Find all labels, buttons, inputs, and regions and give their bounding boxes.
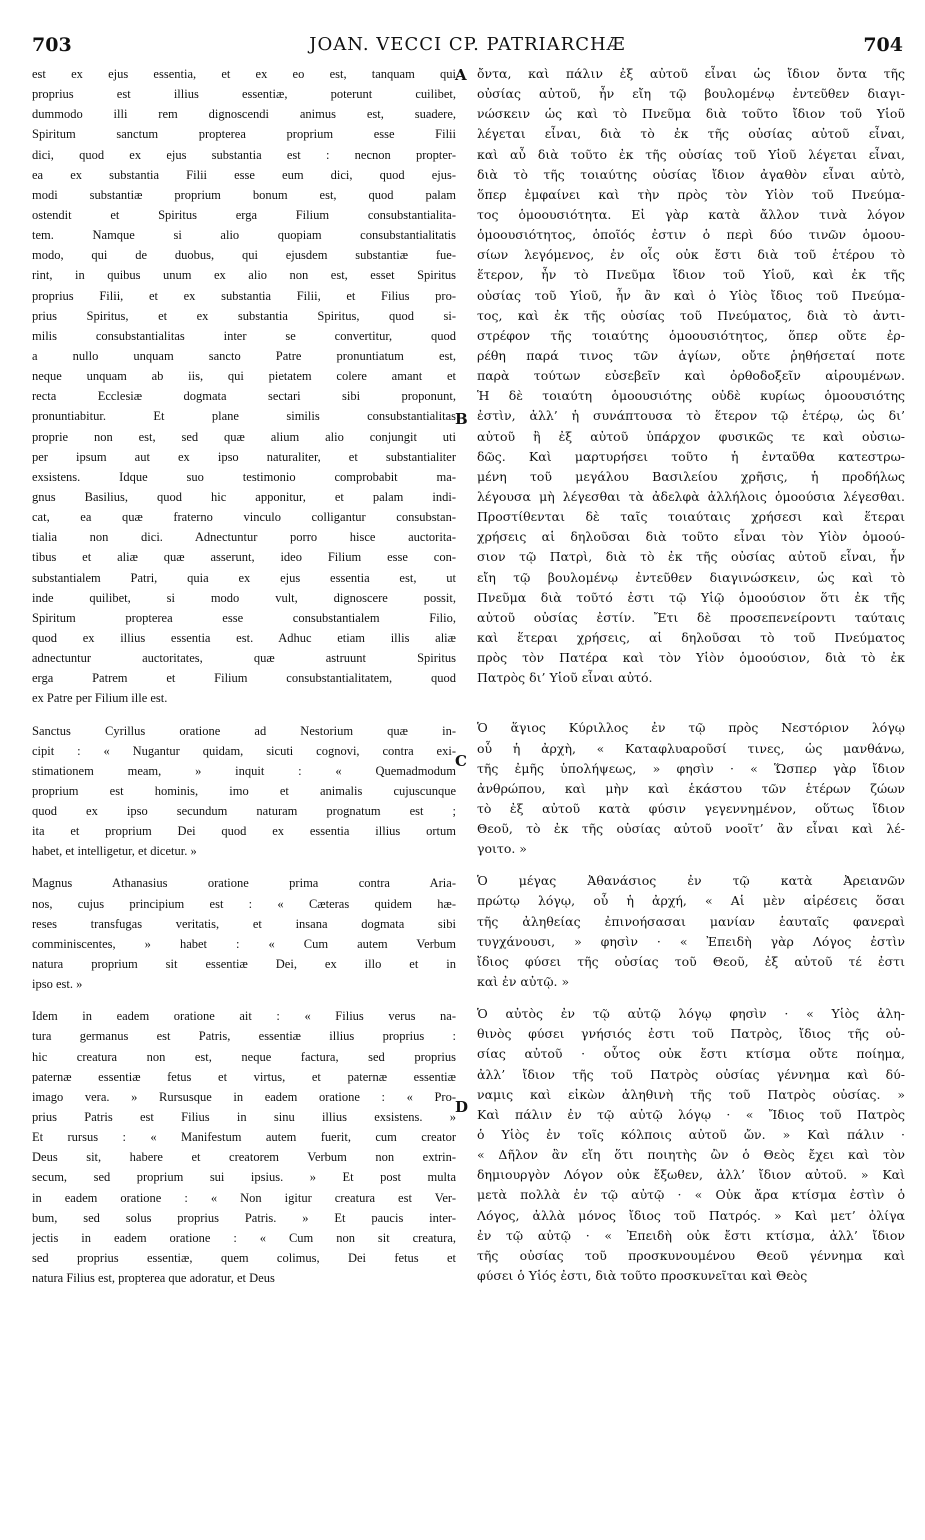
text-line: per ipsum aut ex ipso naturaliter, et substantialiter	[32, 449, 456, 464]
text-line: est ex ejus essentia, et ex eo est, tanquam qui	[32, 67, 456, 81]
text-line: tura germanus est Patris, essentiæ illius proprius :	[32, 1029, 456, 1044]
text-line: substantialem Patri, quia ex ejus essentia est, ut	[32, 570, 456, 585]
text-line: Προστίθενται δὲ ταῖς τοιαύταις χρήσεσι καὶ ἕτεραι	[477, 509, 905, 525]
text-line: tibus et aliæ quæ asserunt, ideo Filium esse con-	[32, 550, 456, 565]
running-title: JOAN. VECCI CP. PATRIARCHÆ	[309, 34, 626, 55]
text-line: bum, sed solus proprius Patris. » Et paucis inter-	[32, 1210, 456, 1225]
text-line: τος, καὶ ἐκ τῆς οὐσίας τοῦ Πνεύματος, διὰ τὸ ἀντι-	[477, 307, 905, 323]
text-line: jectis in eadem oratione : « Cum non sit creatura,	[32, 1230, 456, 1245]
text-line: adnectuntur auctoritates, quæ astruunt Spiritus	[32, 651, 456, 666]
text-line: ἀλλ’ ἴδιον τῆς τοῦ Πατρὸς οὐσίας γέννημα καὶ δύ-	[477, 1066, 905, 1082]
text-line: Magnus Athanasius oratione prima contra Aria-	[32, 876, 456, 891]
text-line: comminiscentes, » habet : « Cum autem Verbum	[32, 936, 456, 951]
text-line: rint, in quibus unum ex alio non est, esset Spiritus	[32, 268, 456, 283]
text-line: exsistens. Idque suo testimonio comprobabit ma-	[32, 469, 456, 484]
text-line: Ὁ μέγας Ἀθανάσιος ἐν τῷ κατὰ Ἀρειανῶν	[477, 873, 905, 889]
greek-column	[477, 64, 905, 1286]
text-line: a nullo unquam sancto Patre pronuntiatum est,	[32, 348, 456, 363]
text-line: hic creatura non est, neque factura, sed proprius	[32, 1049, 456, 1064]
text-line: paternæ essentiæ fetus et virtus, et paternæ essentiæ	[32, 1069, 456, 1084]
text-line: proprius est illius essentiæ, poterunt cuilibet,	[32, 87, 456, 102]
text-line: τὸ ἐξ αὐτοῦ κατὰ φύσιν γεγεννημένον, οὕτως ἴδιον	[477, 800, 905, 816]
text-line: διὰ τὸ τῆς τοιαύτης οὐσίας ἴδιον ἀγαθὸν εἶναι αὐτὸ,	[477, 166, 905, 182]
text-line: ρέθη παρά τινος τῶν ἁγίων, οὔτε ῥηθήσεταί ποτε	[477, 347, 905, 363]
text-line: proprie non est, sed quæ alium alio conjungit uti	[32, 429, 456, 444]
text-line: sed proprius essentiæ, quem colimus, Dei fetus et	[32, 1251, 456, 1266]
text-line: τῆς οὐσίας τοῦ προσκυνουμένου Θεοῦ γέννημα καὶ	[477, 1247, 905, 1263]
text-line: τος ὁμοουσιότητα. Εἰ γὰρ κατὰ ἄλλον τινὰ λόγον	[477, 206, 905, 222]
text-line: καὶ ἐν αὐτῷ. »	[477, 974, 570, 990]
text-line: τῆς ἀληθείας ἐπινοήσασαι μανίαν ἑαυταῖς φανεραὶ	[477, 913, 905, 929]
text-line: prius Patris est Filius in sinu illius exsistens. »	[32, 1110, 456, 1125]
text-line: cat, ea quæ fraterno vinculo colligantur consubstan-	[32, 510, 456, 525]
latin-paragraph-4	[32, 1006, 456, 1288]
text-line: dummodo illi rem dignoscendi animus est, suadere,	[32, 107, 456, 122]
text-line: stimationem meam, » inquit : « Quemadmodum	[32, 763, 456, 778]
text-line: erga Patrem et Filium consubstantialitatem, quod	[32, 671, 456, 686]
text-line: ἐν τῷ αὐτῷ · « Ἐπειδὴ οὐκ ἔστι κτίσμα, ἀλλ’ ἴδιον	[477, 1227, 905, 1243]
text-line: Ἡ δὲ τοιαύτη ὁμοουσιότης οὐδὲ κυρίως ὁμοουσιότης	[477, 388, 905, 404]
text-line: εἴη τῷ βουλομένῳ ἐντεῦθεν διαγινώσκειν, ὡς καὶ τὸ	[477, 569, 905, 585]
text-line: tialia non dici. Adnectuntur porro hisce auctorita-	[32, 530, 456, 545]
text-line: modo, qui de duobus, qui ejusdem substantiæ fue-	[32, 248, 456, 263]
text-line: Spiritum sanctum propterea proprium esse Filii	[32, 127, 456, 142]
text-line: γοιτο. »	[477, 841, 527, 857]
left-page-number: 703	[32, 34, 72, 56]
paragraph-gap	[477, 688, 905, 718]
text-line: νώσκειν ὡς καὶ τὸ Πνεῦμα διὰ τοῦτο ἴδιον τοῦ Υἱοῦ	[477, 106, 905, 122]
text-line: Πνεῦμα διὰ τοῦτό ἐστι τῷ Υἱῷ ὁμοούσιον ὅτι ἐκ τῆς	[477, 589, 905, 605]
text-line: « Δῆλον ἂν εἴη ὅτι ποιητὴς ὢν ὁ Θεὸς ἔχει καὶ τὸν	[477, 1147, 905, 1163]
right-page-number: 704	[863, 34, 903, 56]
margin-marker-c: C	[455, 752, 467, 770]
text-line: inde quilibet, si modo vult, dignoscere possit,	[32, 590, 456, 605]
text-line: habet, et intelligetur, et dicetur. »	[32, 844, 197, 859]
text-line: ὄντα, καὶ πάλιν ἐξ αὐτοῦ εἶναι ὡς ἴδιον ὄντα τῆς	[477, 66, 905, 81]
text-line: imago vera. » Rursusque in eadem oratione : « Pro-	[32, 1089, 456, 1104]
text-line: οὐσίας αὐτοῦ, ἦν εἴη τῷ βουλομένῳ ἐντεῦθεν διαγι-	[477, 86, 905, 102]
text-line: milis consubstantialitas inter se convertitur, quod	[32, 328, 456, 343]
text-line: proprium est hominis, imo et animalis cujuscunque	[32, 783, 456, 798]
text-line: καὶ αὖ διὰ τοῦτο ἐκ τῆς οὐσίας τοῦ Υἱοῦ λέγεται εἶναι,	[477, 146, 905, 162]
text-line: cipit : « Nugantur quidam, sicuti cognovi, contra exi-	[32, 743, 456, 758]
text-line: οὗ ἡ ἀρχὴ, « Καταφλυαροῦσί τινες, ὡς μανθάνω,	[477, 740, 905, 756]
text-line: μετὰ πολλὰ ἐν τῷ αὐτῷ · « Οὐκ ἄρα κτίσμα ἐστὶν ὁ	[477, 1187, 905, 1203]
text-line: δῶς. Καὶ μαρτυρήσει τοῦτο ἡ ἐνταῦθα κατεστρω-	[477, 448, 905, 464]
text-line: secum, sed proprium sui ipsius. » Et post multa	[32, 1170, 456, 1185]
text-line: ipso est. »	[32, 977, 83, 992]
running-header	[32, 34, 903, 58]
text-line: ita et proprium Dei quod ex essentia illius ortum	[32, 824, 456, 839]
text-line: Θεοῦ, τὸ ἐκ τῆς οὐσίας αὐτοῦ νοοῖτ’ ἂν εἶναι καὶ λέ-	[477, 821, 905, 837]
text-line: στρέφον τῆς τοιαύτης ὁμοουσιότητος, ὅπερ οὔτε ἐρ-	[477, 327, 905, 343]
text-line: recta Ecclesiæ dogmata sectari sibi proponunt,	[32, 389, 456, 404]
text-line: φύσει ὁ Υἱός ἐστι, διὰ τοῦτο προσκυνεῖται καὶ Θεὸς	[477, 1268, 808, 1284]
greek-paragraph-2	[477, 718, 905, 859]
paragraph-gap	[32, 994, 456, 1006]
paragraph-gap	[477, 859, 905, 871]
text-line: natura Filius est, propterea que adoratur, et Deus	[32, 1271, 275, 1286]
greek-paragraph-3	[477, 871, 905, 992]
text-line: σίας αὐτοῦ · οὗτος οὐκ ἔστι κτίσμα οὔτε ποίημα,	[477, 1046, 905, 1062]
paragraph-gap	[477, 992, 905, 1004]
text-line: gnus Basilius, quod hic apponitur, et palam indi-	[32, 489, 456, 504]
text-line: ἕτερον, ἦν τὸ Πνεῦμα ἴδιον τοῦ Υἱοῦ, καὶ ἐκ τῆς	[477, 267, 905, 283]
latin-paragraph-3	[32, 873, 456, 994]
text-line: ὁ Υἱὸς ἐν τοῖς κόλποις αὐτοῦ ὤν. » Καὶ πάλιν ·	[477, 1127, 905, 1143]
text-line: ὅπερ ἐμφαίνει καὶ τὴν πρὸς τὸν Υἱὸν τοῦ Πνεύμα-	[477, 186, 905, 202]
text-line: Deus sit, habere et creatorem Verbum non extrin-	[32, 1150, 456, 1165]
text-line: σιον τῷ Πατρὶ, διὰ τὸ ἐκ τῆς οὐσίας αὐτοῦ εἶναι, ἦν	[477, 549, 905, 565]
text-line: αὐτοῦ οὐσίας ἐστίν. Ἔτι δὲ προσεπενείροντι ταύταις	[477, 609, 905, 625]
text-line: ea ex substantia Filii esse eum dici, quod ejus-	[32, 167, 456, 182]
text-line: δημιουργὸν Λόγον οὐκ ἔξωθεν, ἀλλ’ ἴδιον αὐτοῦ. » Καὶ	[477, 1167, 905, 1183]
text-line: παρὰ τούτων εὐσεβεῖν καὶ ὀρθοδοξεῖν αἱρουμένων.	[477, 368, 905, 384]
latin-column	[32, 64, 456, 1288]
text-line: prius Spiritus, et ex substantia Spiritus, quod si-	[32, 308, 456, 323]
latin-paragraph-1	[32, 64, 456, 709]
text-line: τῆς ἐμῆς ὑπολήψεως, » φησὶν · « Ὥσπερ γὰρ ἴδιον	[477, 760, 905, 776]
text-line: χρήσεις αἱ δηλοῦσαι διὰ τοῦτο εἶναι τὸν Υἱὸν ὁμοού-	[477, 529, 905, 545]
text-line: ostendit et Spiritus erga Filium consubstantialita-	[32, 207, 456, 222]
text-line: λέγουσα μὴ λέγεσθαι τὰ ἀδελφὰ ἀλλήλοις ὁμοούσια λέγεσθαι.	[477, 488, 905, 504]
text-line: αὐτοῦ ἢ ἐξ αὐτοῦ ὑπάρχον φυσικῶς τε καὶ οὐσιω-	[477, 428, 905, 444]
text-line: pronuntiabitur. Et plane similis consubstantialitas	[32, 409, 456, 424]
text-line: πρώτῳ λόγῳ, οὗ ἡ ἀρχή, « Αἱ μὲν αἱρέσεις ὅσαι	[477, 893, 905, 909]
text-line: θινὸς φύσει γνήσιός ἐστι τοῦ Πατρὸς, ἴδιος τῆς οὐ-	[477, 1026, 905, 1042]
text-line: Idem in eadem oratione ait : « Filius verus na-	[32, 1009, 456, 1024]
text-line: οὐσίας τοῦ Υἱοῦ, ἦν ἂν καὶ ὁ Υἱὸς ἴδιος τοῦ Πνεύμα-	[477, 287, 905, 303]
greek-paragraph-4	[477, 1004, 905, 1286]
paragraph-gap	[32, 861, 456, 873]
text-line: ἐστὶν, ἀλλ’ ἡ συνάπτουσα τὸ ἕτερον τῷ ἑτέρῳ, ὡς δι’	[477, 408, 905, 424]
text-line: Et rursus : « Manifestum autem fuerit, cum creator	[32, 1130, 456, 1145]
text-line: reses transfugas veritatis, et insana dogmata sibi	[32, 916, 456, 931]
text-line: πρὸς τὸν Πατέρα καὶ τὸν Υἱὸν ὁμοούσιον, διὰ τὸ ἐκ	[477, 650, 905, 666]
text-line: ναμις καὶ εἰκὼν ἀληθινὴ τῆς τοῦ Πατρὸς οὐσίας. »	[477, 1086, 905, 1102]
text-line: nos, cujus principium est : « Cæteras quidem hæ-	[32, 896, 456, 911]
text-line: tem. Namque si alio quopiam consubstantialitatis	[32, 228, 456, 243]
text-line: natura proprium sit essentiæ Dei, ex illo et in	[32, 957, 456, 972]
margin-marker-b: B	[455, 410, 468, 428]
text-line: Spiritum propterea esse consubstantialem Filio,	[32, 610, 456, 625]
text-line: modi substantiæ proprium bonum est, quod palam	[32, 187, 456, 202]
text-line: ὁμοουσιότητος, ὁποῖός ἐστιν ὁ περὶ δύο τινῶν ὁμοου-	[477, 227, 905, 243]
text-line: Πατρὸς δι’ Υἱοῦ εἶναι αὐτό.	[477, 670, 653, 686]
text-line: σίων λεγόμενος, ἐν οἷς οὐκ ἔστι διὰ τοῦ ἑτέρου τὸ	[477, 247, 905, 263]
text-line: μένη τοῦ μεγάλου Βασιλείου χρῆσις, ἡ προδήλως	[477, 468, 905, 484]
text-line: ex Patre per Filium ille est.	[32, 691, 168, 706]
text-line: neque unquam ab iis, qui pietatem colere amant et	[32, 369, 456, 384]
text-line: Καὶ πάλιν ἐν τῷ αὐτῷ λόγῳ · « Ἴδιος τοῦ Πατρὸς	[477, 1106, 905, 1122]
text-line: quod ex ipso secundum naturam prognatum est ;	[32, 804, 456, 819]
text-line: Ὁ αὐτὸς ἐν τῷ αὐτῷ λόγῳ φησὶν · « Υἱὸς ἀλη-	[477, 1006, 905, 1022]
greek-paragraph-1	[477, 64, 905, 688]
text-line: ἀνθρώπου, καὶ μὴν καὶ ἑκάστου τῶν ἑτέρων ζώων	[477, 780, 905, 796]
margin-marker-a: A	[455, 66, 467, 84]
text-line: ἴδιος φύσει τῆς οὐσίας τοῦ Θεοῦ, ἐξ αὐτοῦ τέ ἐστι	[477, 953, 905, 969]
text-line: quod ex illius essentia est. Adhuc etiam illis aliæ	[32, 630, 456, 645]
text-line: Sanctus Cyrillus oratione ad Nestorium quæ in-	[32, 723, 456, 738]
text-line: proprius Filii, et ex substantia Filii, et Filius pro-	[32, 288, 456, 303]
text-line: τυγχάνουσι, » φησὶν · « Ἐπειδὴ γὰρ Λόγος ἐστὶν	[477, 933, 905, 949]
text-line: dici, quod ex ejus substantia est : necnon propter-	[32, 147, 456, 162]
text-line: Λόγος, ἀλλὰ μόνος ἴδιος τοῦ Πατρός. » Καὶ μετ’ ὀλίγα	[477, 1207, 905, 1223]
paragraph-gap	[32, 709, 456, 721]
margin-marker-d: D	[455, 1098, 469, 1116]
text-line: λέγεται εἶναι, διὰ τὸ ἐκ τῆς οὐσίας αὐτοῦ εἶναι,	[477, 126, 905, 142]
text-line: Ὁ ἅγιος Κύριλλος ἐν τῷ πρὸς Νεστόριον λόγῳ	[477, 720, 905, 736]
latin-paragraph-2	[32, 721, 456, 862]
text-line: in eadem oratione : « Non igitur creatura est Ver-	[32, 1190, 456, 1205]
text-line: καὶ ἕτεραι χρήσεις, αἱ δηλοῦσαι τὸ τοῦ Πνεύματος	[477, 629, 905, 645]
